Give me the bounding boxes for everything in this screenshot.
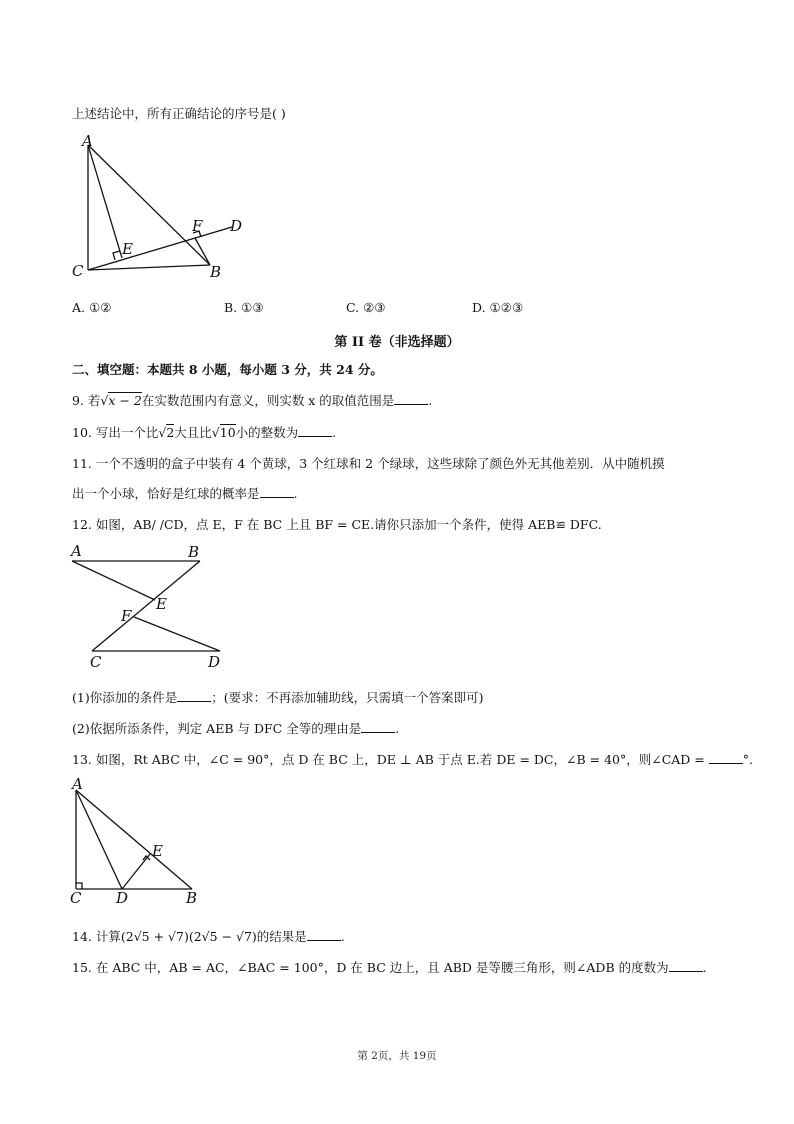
question-11-line2: 出一个小球，恰好是红球的概率是 . — [72, 486, 298, 501]
label-a: A — [72, 776, 83, 793]
segment-bc — [92, 561, 200, 651]
answer-choices — [72, 300, 592, 318]
label-f: F — [121, 607, 132, 625]
answer-blank-12-2[interactable] — [361, 721, 395, 733]
intro-question: 上述结论中，所有正确结论的序号是( ) — [72, 106, 286, 121]
answer-blank-15[interactable] — [669, 960, 703, 972]
label-c: C — [90, 653, 102, 670]
label-a: A — [82, 132, 93, 150]
label-a: A — [71, 542, 82, 560]
segment-cb — [88, 265, 210, 270]
answer-blank-9[interactable] — [394, 393, 428, 405]
question-12-sub2: (2)依据所添条件，判定 AEB 与 DFC 全等的理由是 . — [72, 721, 400, 736]
segment-ad — [76, 790, 122, 889]
segment-bf — [195, 238, 210, 265]
question-15: 15. 在 ABC 中，AB = AC，∠BAC = 100°，D 在 BC 边上，且 ABD 是等腰三角形，则∠ADB 的度数为 . — [72, 960, 707, 975]
label-e: E — [156, 595, 167, 613]
question-9: 9. 若√x − 2在实数范围内有意义，则实数 x 的取值范围是 . — [72, 393, 433, 408]
label-d: D — [208, 653, 221, 670]
section-title: 第 II 卷（非选择题） — [334, 335, 460, 350]
right-angle-e — [113, 251, 120, 260]
answer-blank-14[interactable] — [307, 929, 341, 941]
question-14: 14. 计算(2√5 + √7)(2√5 − √7)的结果是 . — [72, 929, 345, 944]
segment-ae — [72, 561, 155, 600]
label-f: F — [192, 217, 203, 235]
question-12-stem: 12. 如图，AB/ /CD，点 E，F 在 BC 上且 BF = CE.请你只添加一个条件，使得 AEB≌ DFC. — [72, 517, 602, 532]
label-e: E — [122, 240, 133, 258]
question-13: 13. 如图，Rt ABC 中，∠C = 90°，点 D 在 BC 上，DE ⊥ AB 于点 E.若 DE = DC，∠B = 40°，则∠CAD = °. — [72, 752, 753, 767]
page-footer: 第 2页，共 19页 — [357, 1050, 437, 1062]
part2-header: 二、填空题：本题共 8 小题，每小题 3 分，共 24 分。 — [72, 362, 383, 377]
label-b: B — [210, 263, 222, 280]
label-d: D — [116, 889, 129, 906]
figure-3-right-triangle — [62, 776, 222, 906]
question-12-sub1: (1)你添加的条件是 ；(要求：不再添加辅助线，只需填一个答案即可) — [72, 690, 484, 705]
label-b: B — [188, 543, 200, 561]
answer-blank-10[interactable] — [298, 425, 332, 437]
answer-blank-12-1[interactable] — [177, 690, 211, 702]
segment-fd — [134, 617, 220, 651]
choice-d[interactable]: D. ①②③ — [472, 300, 524, 315]
label-c: C — [72, 262, 84, 280]
label-e: E — [152, 842, 163, 860]
choice-b[interactable]: B. ①③ — [224, 300, 264, 315]
question-11-line1: 11. 一个不透明的盒子中装有 4 个黄球，3 个红球和 2 个绿球，这些球除了颜色外无其他差别．从中随机摸 — [72, 456, 665, 471]
choice-a[interactable]: A. ①② — [72, 300, 112, 315]
label-c: C — [70, 889, 82, 906]
segment-de — [122, 854, 150, 889]
figure-2-parallel-lines — [62, 540, 242, 670]
label-b: B — [186, 889, 198, 906]
label-d: D — [230, 217, 243, 235]
figure-1-triangle — [60, 130, 260, 280]
answer-blank-13[interactable] — [709, 752, 743, 764]
question-10: 10. 写出一个比√2大且比√10小的整数为 . — [72, 425, 337, 440]
choice-c[interactable]: C. ②③ — [346, 300, 386, 315]
answer-blank-11[interactable] — [260, 486, 294, 498]
